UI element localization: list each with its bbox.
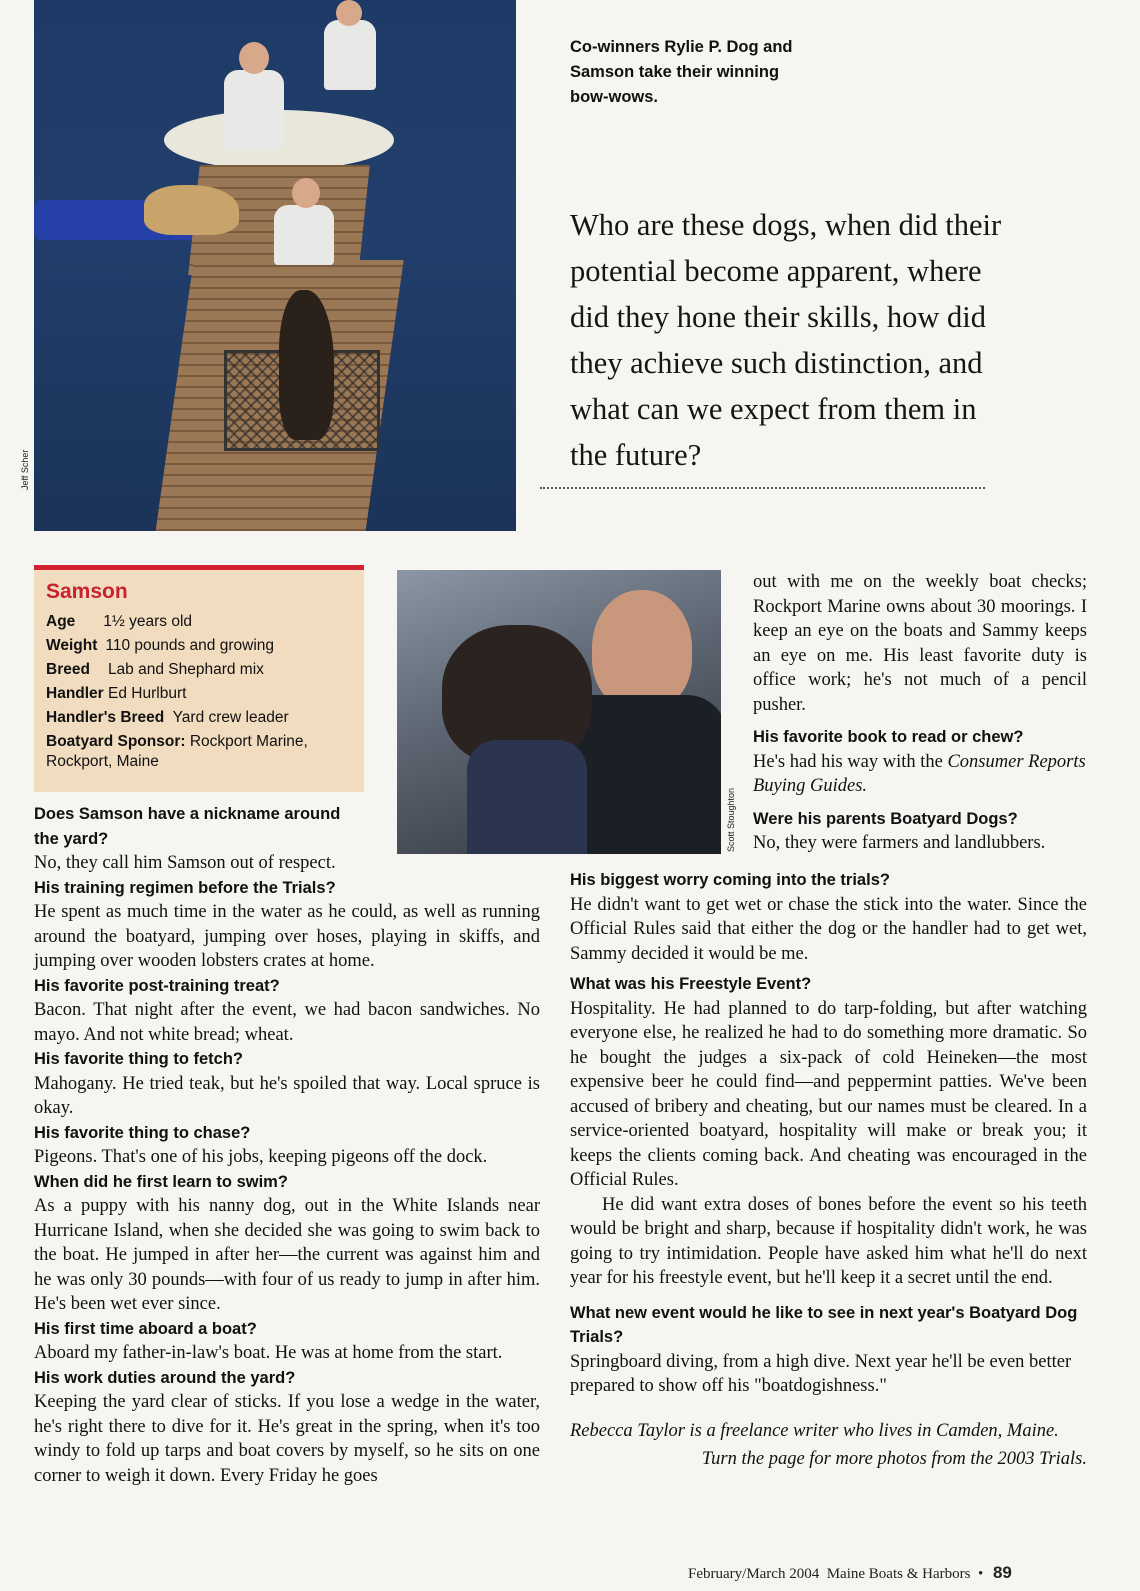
pull-quote: Who are these dogs, when did their potential become apparent, where did they hone their skills, how did they achieve such distinction, and what can we expect from them in the future?: [570, 208, 1002, 472]
answer: As a puppy with his nanny dog, out in the White Islands near Hurricane Island, when she decided she was going to swim back to the boat. He jumped in after her—the current was against him and he was only 30 pounds—with four of us ready to jump in after him. He's been wet ever since.: [34, 1196, 540, 1314]
answer: Bacon. That night after the event, we had bacon sandwiches. No mayo. And not white bread; wheat.: [34, 1000, 540, 1045]
photo-credit: Scott Stoughton: [726, 787, 736, 852]
answer: He didn't want to get wet or chase the stick into the water. Since the Official Rules said that either the dog or the handler had to get wet, Sammy decided it would be me.: [570, 894, 1087, 964]
turn-page-note: Turn the page for more photos from the 2003 Trials.: [701, 1449, 1087, 1469]
sidebar-label: Handler's Breed: [46, 709, 165, 726]
sidebar-value: Rockport Marine, Rockport, Maine: [46, 733, 308, 770]
author-note: Rebecca Taylor is a freelance writer who lives in Camden, Maine.: [570, 1420, 1059, 1441]
book-title: Consumer Reports Buying Guides.: [753, 751, 1086, 796]
answer: [753, 750, 1087, 799]
photo-caption: Co-winners Rylie P. Dog and Samson take their winning bow-wows.: [570, 38, 793, 106]
question: His work duties around the yard?: [34, 1368, 296, 1387]
sidebar-value: Lab and Shephard mix: [107, 661, 264, 678]
sidebar-value: Ed Hurlburt: [108, 685, 187, 702]
person-shape: [224, 70, 284, 150]
question: His training regimen before the Trials?: [34, 878, 336, 897]
answer: out with me on the weekly boat checks; Rockport Marine owns about 30 moorings. I keep an eye on the boats and Sammy keeps an eye on me. His least favorite duty is office work; he's not much of a pencil pusher.: [753, 572, 1087, 715]
question: His favorite post-training treat?: [34, 976, 280, 995]
answer: No, they were farmers and landlubbers.: [753, 833, 1046, 853]
sidebar-label: Handler: [46, 685, 104, 702]
question: When did he first learn to swim?: [34, 1172, 288, 1191]
head-shape: [336, 0, 362, 26]
sidebar-label: Boatyard Sponsor:: [46, 733, 186, 750]
sidebar-row: [46, 636, 346, 656]
dog-shape: [279, 290, 334, 440]
divider: [540, 487, 985, 489]
sidebar-value: 110 pounds and growing: [105, 637, 274, 654]
issue-date: February/March 2004: [688, 1566, 820, 1582]
answer: Pigeons. That's one of his jobs, keeping pigeons off the dock.: [34, 1147, 488, 1167]
question: His favorite thing to fetch?: [34, 1050, 244, 1068]
photo-credit: Jeff Scher: [20, 449, 30, 490]
sidebar-value: Yard crew leader: [172, 709, 289, 726]
answer: Mahogany. He tried teak, but he's spoiled that way. Local spruce is okay.: [34, 1073, 540, 1118]
answer: Aboard my father-in-law's boat. He was at home from the start.: [34, 1343, 503, 1363]
man-face: [592, 590, 692, 710]
answer: No, they call him Samson out of respect.: [34, 853, 336, 873]
head-shape: [292, 178, 320, 208]
head-shape: [239, 42, 269, 74]
sidebar-row: [46, 684, 346, 704]
magazine-name: Maine Boats & Harbors: [826, 1566, 971, 1582]
answer: Hospitality. He had planned to do tarp-folding, but after watching everyone else, he realized he had to do something more dramatic. So he bought the judges a six-pack of cold Heineken—the most expensive beer he could find—and peppermint patties. We've been accused of bribery and cheating, but our names must be cleared. In a service-oriented boatyard, hospitality will make or break you; it keeps the clients coming back. And cheating was encouraged in the Official Rules.: [570, 998, 1087, 1190]
person-shape: [324, 20, 376, 90]
answer: Springboard diving, from a high dive. Next year he'll be even better prepared to show off his "boatdogishness.": [570, 1351, 1072, 1396]
question: What new event would he like to see in next year's Boatyard Dog Trials?: [570, 1303, 1078, 1346]
page-number: 89: [992, 1563, 1012, 1582]
answer: Keeping the yard clear of sticks. If you lose a wedge in the water, he's right there to dive for it. He's great in the spring, when it's too windy to fold up tarps and boat covers by myself, so he sits on one corner to weigh it down. Every Friday he goes: [34, 1392, 540, 1486]
sidebar-title: Samson: [46, 580, 128, 603]
question: His favorite thing to chase?: [34, 1123, 251, 1142]
sidebar-row: [46, 708, 346, 728]
profile-sidebar: [34, 565, 364, 792]
sidebar-row: [46, 732, 336, 772]
sidebar-value: 1½ years old: [103, 613, 193, 630]
answer: He spent as much time in the water as he could, as well as running around the boatyard, jumping over hoses, playing in skiffs, and jumping over wooden lobsters crates at home.: [34, 902, 540, 971]
question: His first time aboard a boat?: [34, 1319, 257, 1338]
sidebar-label: Breed: [46, 661, 90, 678]
sidebar-label: Weight: [46, 637, 98, 654]
question: What was his Freestyle Event?: [570, 975, 812, 993]
page-footer: [688, 1563, 1098, 1583]
left-column: [34, 802, 540, 1488]
answer: He did want extra doses of bones before the event so his teeth would be bright and sharp, because if hospitality didn't work, he was going to try intimidation. People have asked him what he'll do next year for his freestyle event, but he'll keep it a secret until the end.: [570, 1194, 1087, 1288]
question: His biggest worry coming into the trials?: [570, 871, 890, 889]
answer-text: He's had his way with the: [753, 751, 948, 772]
right-column: [570, 868, 1087, 1472]
right-top-column: [753, 570, 1087, 856]
sidebar-label: Age: [46, 613, 76, 630]
separator: •: [977, 1566, 984, 1582]
question: His favorite book to read or chew?: [753, 728, 1024, 746]
dog-shape: [144, 185, 239, 235]
top-photo: [34, 0, 516, 531]
sidebar-row: [46, 612, 346, 632]
question: Were his parents Boatyard Dogs?: [753, 809, 1018, 828]
sidebar-row: [46, 660, 346, 680]
question: Does Samson have a nickname around the yard?: [34, 805, 341, 848]
person-shape: [274, 205, 334, 265]
